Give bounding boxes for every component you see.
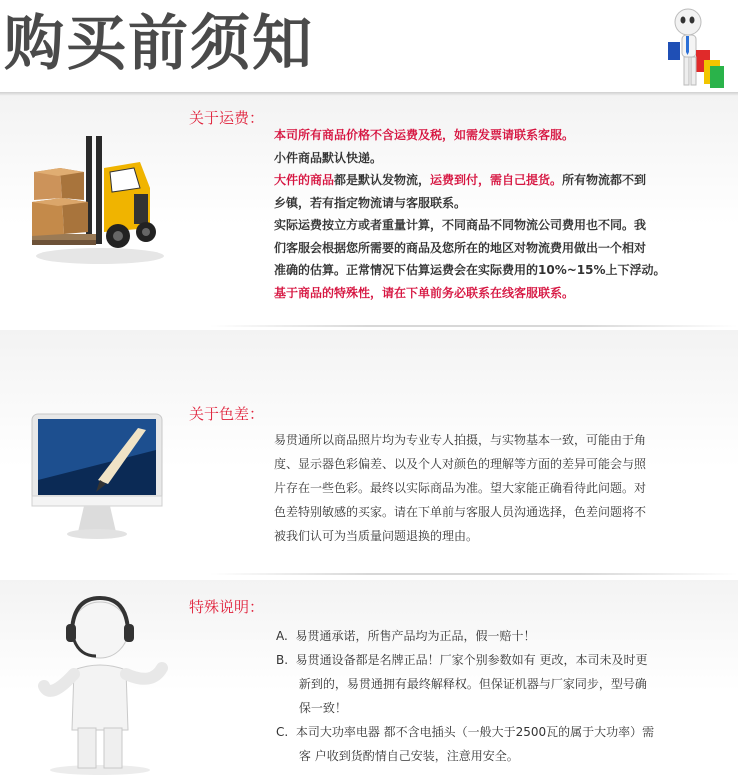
shipping-line-4: 乡镇，若有指定物流请与客服联系。 bbox=[274, 195, 467, 210]
special-line-b3: 保一致！ bbox=[276, 701, 347, 715]
color-line-3: 片存在一些色彩。最终以实际商品为准。望大家能正确看待此问题。对 bbox=[274, 481, 647, 495]
section-divider bbox=[210, 325, 738, 327]
color-body bbox=[274, 428, 646, 548]
shipping-line-2: 小件商品默认快递。 bbox=[274, 150, 383, 165]
color-line-5: 被我们认可为当质量问题退换的理由。 bbox=[274, 529, 479, 543]
shipping-body bbox=[274, 124, 666, 304]
color-line-1: 易贯通所以商品照片均为专业专人拍摄，与实物基本一致，可能由于角 bbox=[274, 433, 647, 447]
section-divider bbox=[210, 573, 738, 575]
special-line-b2: 新到的，易贯通拥有最终解释权。但保证机器与厂家同步，型号确 bbox=[276, 677, 647, 691]
special-section bbox=[0, 580, 738, 783]
special-title: 特殊说明： bbox=[189, 598, 265, 616]
shipping-line-3 bbox=[274, 169, 666, 192]
shipping-line-3-b: 都是默认发物流， bbox=[334, 173, 431, 187]
headset-person-icon bbox=[24, 590, 174, 776]
shipping-section bbox=[0, 96, 738, 330]
special-line-b1: B. 易贯通设备都是名牌正品！厂家个别参数如有 更改，本司未及时更 bbox=[276, 653, 648, 667]
shipping-line-6: 们客服会根据您所需要的商品及您所在的地区对物流费用做出一个相对 bbox=[274, 240, 647, 255]
shipping-title: 关于运费： bbox=[189, 109, 265, 127]
forklift-boxes-icon bbox=[22, 128, 172, 268]
page-header bbox=[0, 0, 738, 92]
shipping-line-7: 准确的估算。正常情况下估算运费会在实际费用的10%~15%上下浮动。 bbox=[274, 263, 666, 277]
shipping-line-3-d: 所有物流都不到 bbox=[562, 173, 647, 187]
color-section bbox=[0, 330, 738, 580]
shipping-line-3-a: 大件的商品 bbox=[274, 173, 335, 187]
shipping-line-5: 实际运费按立方或者重量计算，不同商品不同物流公司费用也不同。我 bbox=[274, 218, 647, 232]
shopping-mascot-icon bbox=[662, 2, 732, 92]
special-line-c2: 客 户收到货酌情自己安装，注意用安全。 bbox=[276, 749, 519, 763]
page-title: 购买前须知 bbox=[4, 9, 314, 79]
shipping-line-3-c: 运费到付，需自己提货。 bbox=[430, 173, 563, 187]
color-title: 关于色差： bbox=[189, 405, 265, 423]
special-line-a: A. 易贯通承诺，所售产品均为正品，假一赔十！ bbox=[276, 629, 536, 643]
monitor-icon bbox=[28, 410, 168, 545]
special-line-c1: C. 本司大功率电器 都不含电插头（一般大于2500瓦的属于大功率）需 bbox=[276, 725, 655, 739]
special-body bbox=[276, 624, 654, 768]
color-line-2: 度、显示器色彩偏差、以及个人对颜色的理解等方面的差异可能会与照 bbox=[274, 457, 647, 471]
shipping-line-8: 基于商品的特殊性，请在下单前务必联系在线客服联系。 bbox=[274, 285, 575, 300]
color-line-4: 色差特别敏感的买家。请在下单前与客服人员沟通选择，色差问题将不 bbox=[274, 505, 647, 519]
shipping-line-1: 本司所有商品价格不含运费及税，如需发票请联系客服。 bbox=[274, 128, 575, 142]
